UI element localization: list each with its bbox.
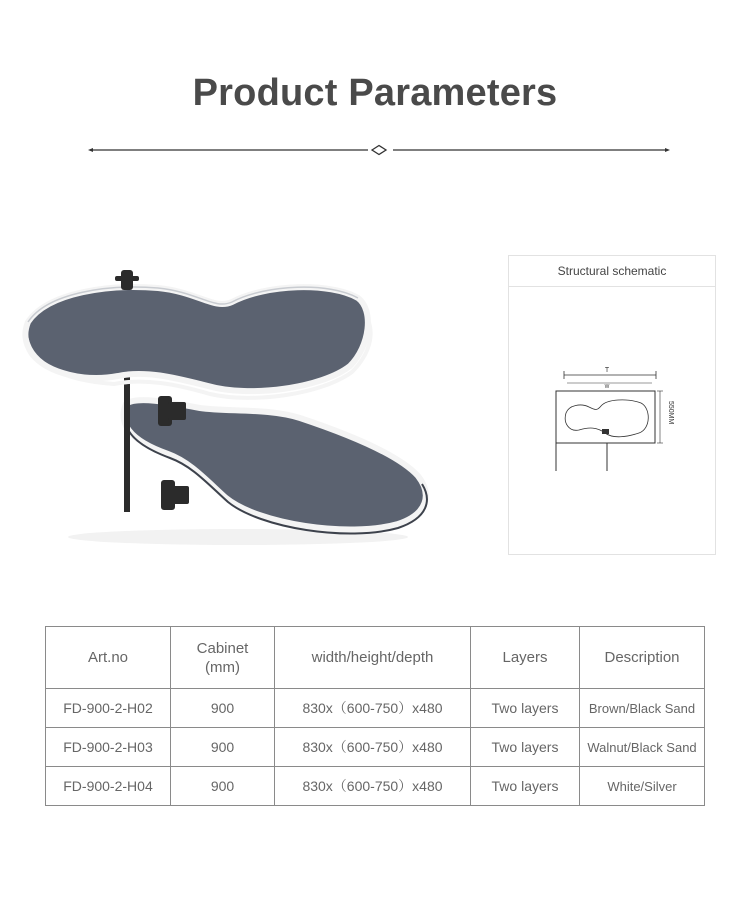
schematic-label-w: W xyxy=(604,384,610,390)
upper-tray xyxy=(25,287,370,398)
cell-description: White/Silver xyxy=(580,767,705,806)
title-divider xyxy=(88,140,670,160)
cell-description: Brown/Black Sand xyxy=(580,689,705,728)
header-description: Description xyxy=(580,627,705,689)
cell-description: Walnut/Black Sand xyxy=(580,728,705,767)
cell-cabinet: 900 xyxy=(171,689,275,728)
schematic-drawing xyxy=(509,287,715,553)
schematic-label-550mm: 550MM xyxy=(667,401,674,425)
header-art-no: Art.no xyxy=(46,627,171,689)
header-cabinet: Cabinet (mm) xyxy=(171,627,275,689)
table-row xyxy=(46,728,705,767)
cabinet-outline xyxy=(556,391,655,443)
cell-dimensions: 830x（600-750）x480 xyxy=(275,767,471,806)
cell-art-no: FD-900-2-H02 xyxy=(46,689,171,728)
cell-layers: Two layers xyxy=(471,689,580,728)
table-row xyxy=(46,767,705,806)
cell-cabinet: 900 xyxy=(171,728,275,767)
diamond-ornament xyxy=(372,146,386,155)
structural-schematic-panel xyxy=(508,255,716,555)
product-image xyxy=(18,262,438,552)
cell-layers: Two layers xyxy=(471,728,580,767)
header-dimensions: width/height/depth xyxy=(275,627,471,689)
parameters-table xyxy=(45,626,705,806)
cell-layers: Two layers xyxy=(471,767,580,806)
header-layers: Layers xyxy=(471,627,580,689)
cell-dimensions: 830x（600-750）x480 xyxy=(275,689,471,728)
schematic-header: Structural schematic xyxy=(509,256,715,287)
table-row xyxy=(46,689,705,728)
cell-art-no: FD-900-2-H04 xyxy=(46,767,171,806)
cell-art-no: FD-900-2-H03 xyxy=(46,728,171,767)
schematic-label-t: T xyxy=(604,367,610,374)
cell-cabinet: 900 xyxy=(171,767,275,806)
table-header-row xyxy=(46,627,705,689)
page-title: Product Parameters xyxy=(192,72,558,114)
cell-dimensions: 830x（600-750）x480 xyxy=(275,728,471,767)
